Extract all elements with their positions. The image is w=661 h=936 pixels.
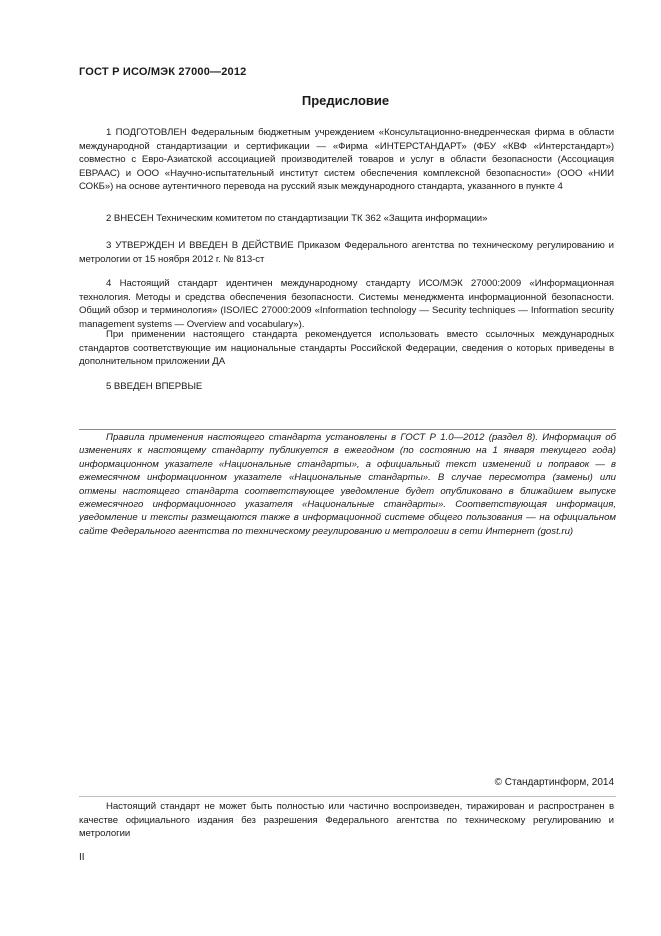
- foreword-item-4-note: При применении настоящего стандарта рекомендуется использовать вместо ссылочных международных стандартов соответствующие им национальные стандарты Российской Федерации, сведения о которых приведены в дополнительном приложении ДА: [79, 329, 614, 368]
- page-number: II: [79, 852, 85, 863]
- page-title: Предисловие: [301, 93, 390, 108]
- foreword-item-1: 1 ПОДГОТОВЛЕН Федеральным бюджетным учреждением «Консультационно-внедренческая фирма в области международной стандартизации и сертификации — «Фирма «ИНТЕРСТАНДАРТ» (ФБУ «КВФ «Интерстандарт») совместно с Евро-Азиатской ассоциацией производителей товаров и услуг в области безопасности (Ассоциация ЕВРААС) и ООО «Научно-испытательный институт систем обеспечения комплексной безопасности» (ООО «НИИ СОКБ») на основе аутентичного перевода на русский язык международного стандарта, указанного в пункте 4: [79, 127, 614, 193]
- foreword-item-5: 5 ВВЕДЕН ВПЕРВЫЕ: [106, 381, 203, 392]
- foreword-item-2: 2 ВНЕСЕН Техническим комитетом по стандартизации ТК 362 «Защита информации»: [106, 213, 488, 224]
- reproduction-notice: Настоящий стандарт не может быть полностью или частично воспроизведен, тиражирован и распространен в качестве официального издания без разрешения Федерального агентства по техническому регулированию и метрологии: [79, 801, 614, 840]
- foreword-item-3: 3 УТВЕРЖДЕН И ВВЕДЕН В ДЕЙСТВИЕ Приказом Федерального агентства по техническому регулированию и метрологии от 15 ноября 2012 г. № 813-ст: [79, 240, 614, 265]
- copyright: © Стандартинформ, 2014: [494, 777, 614, 788]
- divider: [79, 796, 616, 797]
- usage-rules-notice: [79, 429, 616, 556]
- document-code: ГОСТ Р ИСО/МЭК 27000—2012: [79, 66, 247, 78]
- usage-rules-text: Правила применения настоящего стандарта установлены в ГОСТ Р 1.0—2012 (раздел 8). Информация об изменениях к настоящему стандарту публикуется в ежегодном (по состоянию на 1 января текущего года) информационном указателе «Национальные стандарты», а официальный текст изменений и поправок — в ежемесячном информационном указателе «Национальные стандарты». В случае пересмотра (замены) или отмены настоящего стандарта соответствующее уведомление будет опубликовано в ближайшем выпуске ежемесячного информационного указателя «Национальные стандарты». Соответствующая информация, уведомление и тексты размещаются также в информационной системе общего пользования — на официальном сайте Федерального агентства по техническому регулированию и метрологии в сети Интернет (gost.ru): [79, 432, 616, 537]
- foreword-item-4: 4 Настоящий стандарт идентичен международному стандарту ИСО/МЭК 27000:2009 «Информационная технология. Методы и средства обеспечения безопасности. Системы менеджмента информационной безопасности. Общий обзор и терминология» (ISO/IEC 27000:2009 «Information technology — Security techniques — Information security management systems — Overview and vocabulary»).: [79, 278, 614, 330]
